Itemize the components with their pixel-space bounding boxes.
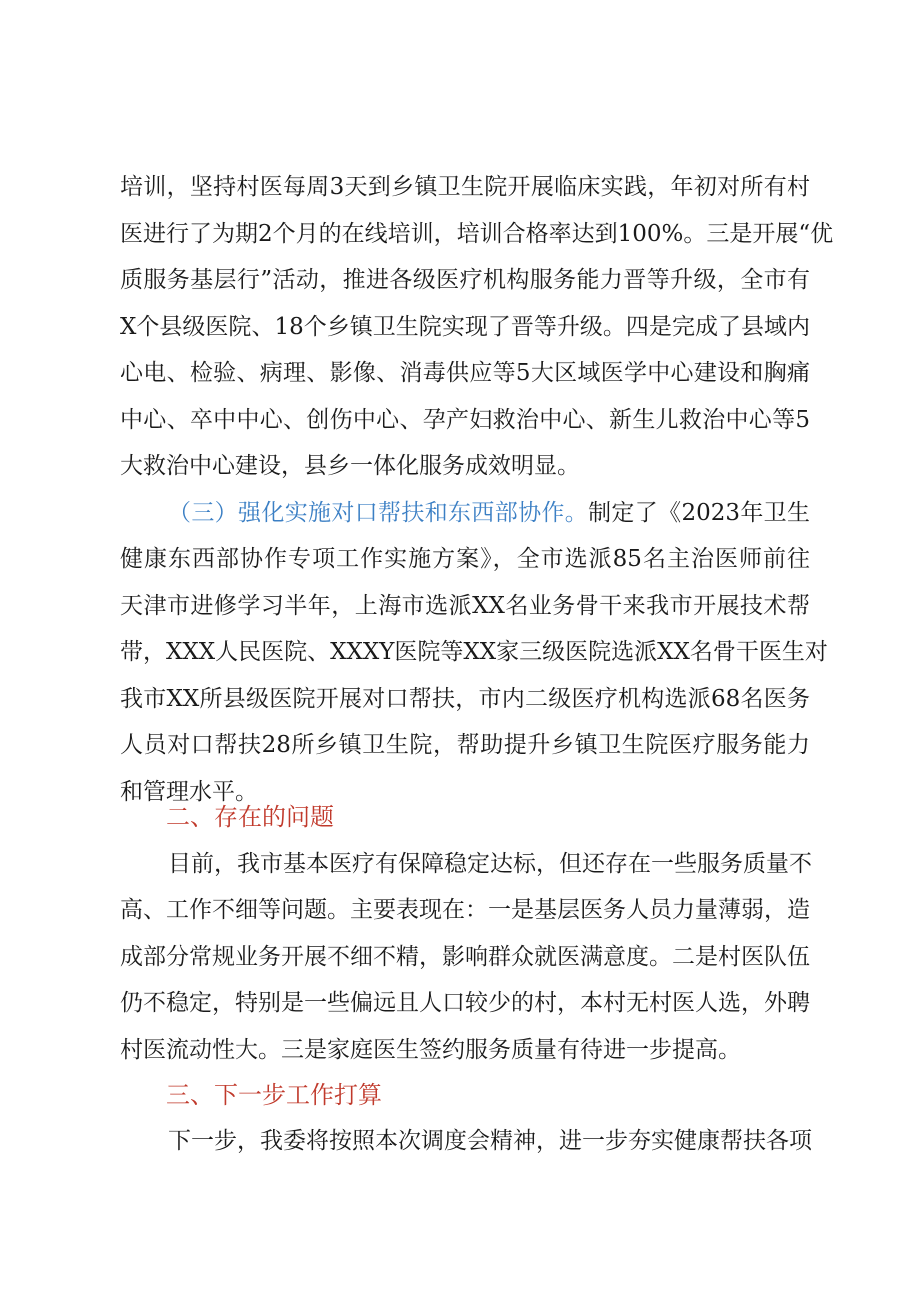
paragraph-line: 心电、检验、病理、影像、消毒供应等5大区域医学中心建设和胸痛 (120, 360, 810, 386)
paragraph-line: 和管理水平。 (120, 779, 258, 805)
paragraph-line: 高、工作不细等问题。主要表现在：一是基层医务人员力量薄弱，造 (120, 897, 810, 923)
paragraph-line: 下一步，我委将按照本次调度会精神，进一步夯实健康帮扶各项 (168, 1128, 812, 1154)
section-heading-next-steps: 三、下一步工作打算 (166, 1081, 382, 1109)
paragraph-line: 健康东西部协作专项工作实施方案》，全市选派85名主治医师前往 (120, 546, 810, 572)
sub-heading-three: （三）强化实施对口帮扶和东西部协作。 (168, 500, 589, 526)
paragraph-line: 村医流动性大。三是家庭医生签约服务质量有待进一步提高。 (120, 1037, 741, 1063)
paragraph-line: 医进行了为期2个月的在线培训，培训合格率达到100%。三是开展“优 (120, 221, 834, 247)
section-heading-problems: 二、存在的问题 (166, 803, 334, 831)
paragraph-line: 中心、卒中中心、创伤中心、孕产妇救治中心、新生儿救治中心等5 (120, 407, 810, 433)
paragraph-line: X个县级医院、18个乡镇卫生院实现了晋等升级。四是完成了县域内 (120, 314, 810, 340)
paragraph-line: 培训，坚持村医每周3天到乡镇卫生院开展临床实践，年初对所有村 (120, 174, 810, 200)
paragraph-line: 大救治中心建设，县乡一体化服务成效明显。 (120, 453, 580, 479)
paragraph-line: 天津市进修学习半年，上海市选派XX名业务骨干来我市开展技术帮 (120, 593, 810, 619)
paragraph-text: 制定了《2023年卫生 (588, 500, 810, 526)
paragraph-line: 质服务基层行”活动，推进各级医疗机构服务能力晋等升级，全市有 (120, 267, 810, 293)
paragraph-line: 成部分常规业务开展不细不精，影响群众就医满意度。二是村医队伍 (120, 944, 810, 970)
paragraph-line: 带，XXX人民医院、XXXY医院等XX家三级医院选派XX名骨干医生对 (120, 639, 828, 665)
paragraph-line: 我市XX所县级医院开展对口帮扶，市内二级医疗机构选派68名医务 (120, 686, 810, 712)
paragraph-first-line (168, 498, 810, 528)
paragraph-line: 仍不稳定，特别是一些偏远且人口较少的村，本村无村医人选，外聘 (120, 990, 810, 1016)
paragraph-line: 目前，我市基本医疗有保障稳定达标，但还存在一些服务质量不 (168, 851, 812, 877)
paragraph-line: 人员对口帮扶28所乡镇卫生院，帮助提升乡镇卫生院医疗服务能力 (120, 732, 810, 758)
